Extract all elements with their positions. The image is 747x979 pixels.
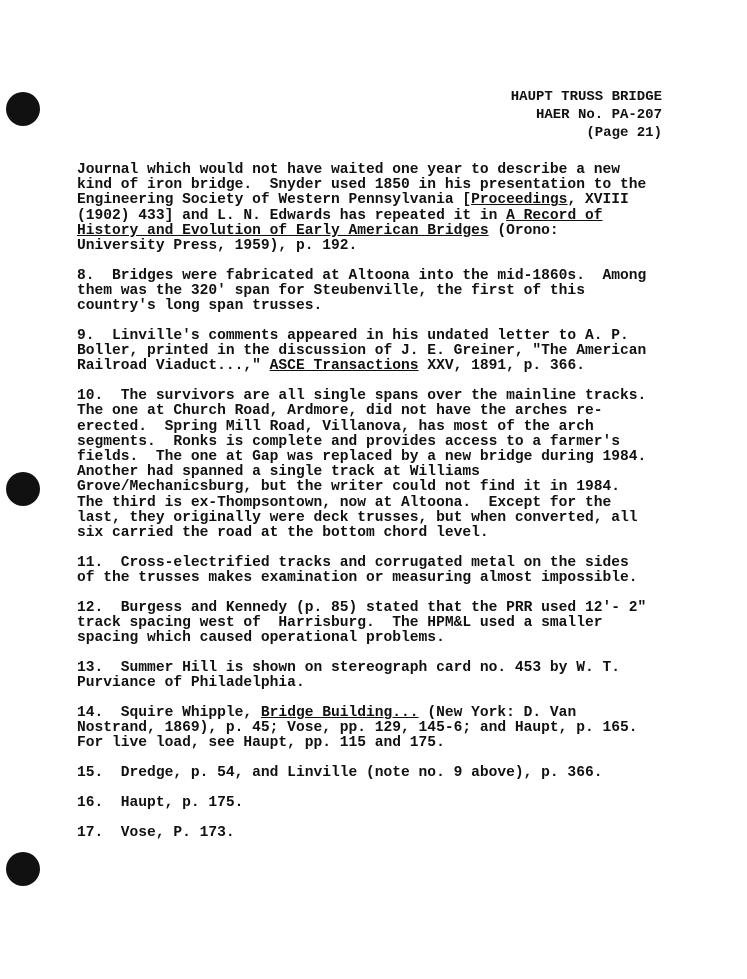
header-title: HAUPT TRUSS BRIDGE xyxy=(510,89,662,105)
text-segment: Grove/Mechanicsburg, but the writer could not find it in 1984. xyxy=(77,479,620,496)
paragraph xyxy=(77,796,677,811)
text-segment: kind of iron bridge. Snyder used 1850 in his presentation to the xyxy=(77,177,647,194)
page-header xyxy=(380,88,662,142)
text-line xyxy=(77,496,677,511)
text-line xyxy=(77,766,677,781)
text-line xyxy=(77,465,677,480)
paragraph xyxy=(77,556,677,586)
header-page-number: (Page 21) xyxy=(586,125,662,141)
text-segment: them was the 320' span for Steubenville, the first of this xyxy=(77,283,585,300)
paragraph xyxy=(77,766,677,781)
underlined-title: History and Evolution of Early American Bridges xyxy=(77,222,489,239)
paragraph xyxy=(77,601,677,647)
text-segment: The one at Church Road, Ardmore, did not have the arches re- xyxy=(77,403,603,420)
text-line xyxy=(77,736,677,751)
text-segment: 15. Dredge, p. 54, and Linville (note no. 9 above), p. 366. xyxy=(77,765,603,782)
text-line xyxy=(77,178,677,193)
text-segment: The third is ex-Thompsontown, now at Altoona. Except for the xyxy=(77,494,612,511)
endnotes-body xyxy=(77,163,677,856)
text-segment: , XVIII xyxy=(567,192,629,209)
text-line xyxy=(77,511,677,526)
underlined-title: Bridge Building... xyxy=(260,705,419,722)
text-line xyxy=(77,676,677,691)
text-segment: Nostrand, 1869), p. 45; Vose, pp. 129, 145-6; and Haupt, p. 165. xyxy=(77,720,638,737)
paragraph xyxy=(77,163,677,254)
text-line xyxy=(77,661,677,676)
text-line xyxy=(77,796,677,811)
text-line xyxy=(77,163,677,178)
header-haer-number: HAER No. PA-207 xyxy=(535,107,662,123)
text-segment: XXV, 1891, p. 366. xyxy=(418,358,585,375)
text-line xyxy=(77,556,677,571)
punch-hole-bottom xyxy=(6,852,40,886)
text-segment: six carried the road at the bottom chord level. xyxy=(77,525,489,542)
text-segment: Journal which would not have waited one year to describe a new xyxy=(77,162,620,178)
text-segment: track spacing west of Harrisburg. The HPM&L used a smaller xyxy=(77,615,603,632)
paragraph xyxy=(77,389,677,541)
text-segment: last, they originally were deck trusses, but when converted, all xyxy=(77,509,638,526)
text-segment: 11. Cross-electrified tracks and corrugated metal on the sides xyxy=(77,554,629,571)
text-segment: erected. Spring Mill Road, Villanova, has most of the arch xyxy=(77,418,594,435)
text-line xyxy=(77,526,677,541)
text-segment: spacing which caused operational problems. xyxy=(77,630,445,647)
text-segment: fields. The one at Gap was replaced by a new bridge during 1984. xyxy=(77,449,647,466)
text-line xyxy=(77,435,677,450)
text-line xyxy=(77,299,677,314)
paragraph xyxy=(77,826,677,841)
text-line xyxy=(77,706,677,721)
text-segment: segments. Ronks is complete and provides access to a farmer's xyxy=(77,433,620,450)
text-line xyxy=(77,616,677,631)
text-line xyxy=(77,480,677,495)
paragraph xyxy=(77,661,677,691)
text-line xyxy=(77,450,677,465)
text-segment: of the trusses makes examination or measuring almost impossible. xyxy=(77,570,638,587)
text-segment: (Orono: xyxy=(488,222,559,239)
text-segment: Boller, printed in the discussion of J. E. Greiner, "The American xyxy=(77,343,647,360)
text-segment: 8. Bridges were fabricated at Altoona into the mid-1860s. Among xyxy=(77,267,647,284)
text-segment: 13. Summer Hill is shown on stereograph card no. 453 by W. T. xyxy=(77,660,620,677)
text-line xyxy=(77,284,677,299)
text-line xyxy=(77,329,677,344)
text-line xyxy=(77,721,677,736)
text-segment: country's long span trusses. xyxy=(77,298,323,315)
punch-hole-top xyxy=(6,92,40,126)
text-line xyxy=(77,826,677,841)
text-segment: Another had spanned a single track at Williams xyxy=(77,464,480,481)
text-segment: (1902) 433] and L. N. Edwards has repeated it in xyxy=(77,207,507,224)
underlined-title: ASCE Transactions xyxy=(269,358,419,375)
text-segment: Engineering Society of Western Pennsylvania [ xyxy=(77,192,472,209)
text-segment: 9. Linville's comments appeared in his undated letter to A. P. xyxy=(77,328,629,345)
text-segment: Purviance of Philadelphia. xyxy=(77,675,305,692)
text-line xyxy=(77,344,677,359)
text-line xyxy=(77,359,677,374)
paragraph xyxy=(77,329,677,375)
paragraph xyxy=(77,269,677,315)
text-segment: 10. The survivors are all single spans over the mainline tracks. xyxy=(77,388,647,405)
text-line xyxy=(77,239,677,254)
text-line xyxy=(77,269,677,284)
underlined-title: A Record of xyxy=(506,207,603,224)
text-line xyxy=(77,631,677,646)
text-segment: 17. Vose, P. 173. xyxy=(77,824,235,841)
text-segment: 16. Haupt, p. 175. xyxy=(77,795,244,812)
punch-hole-middle xyxy=(6,472,40,506)
text-line xyxy=(77,601,677,616)
text-segment: University Press, 1959), p. 192. xyxy=(77,238,358,255)
text-line xyxy=(77,193,677,208)
text-segment: Railroad Viaduct...," xyxy=(77,358,270,375)
text-segment: For live load, see Haupt, pp. 115 and 175. xyxy=(77,735,445,752)
text-line xyxy=(77,404,677,419)
paragraph xyxy=(77,706,677,752)
text-line xyxy=(77,571,677,586)
underlined-title: Proceedings xyxy=(471,192,568,209)
text-line xyxy=(77,420,677,435)
text-line xyxy=(77,209,677,224)
text-line xyxy=(77,224,677,239)
text-segment: 14. Squire Whipple, xyxy=(77,705,261,722)
text-segment: (New York: D. Van xyxy=(418,705,577,722)
text-segment: 12. Burgess and Kennedy (p. 85) stated that the PRR used 12'- 2" xyxy=(77,599,647,616)
text-line xyxy=(77,389,677,404)
